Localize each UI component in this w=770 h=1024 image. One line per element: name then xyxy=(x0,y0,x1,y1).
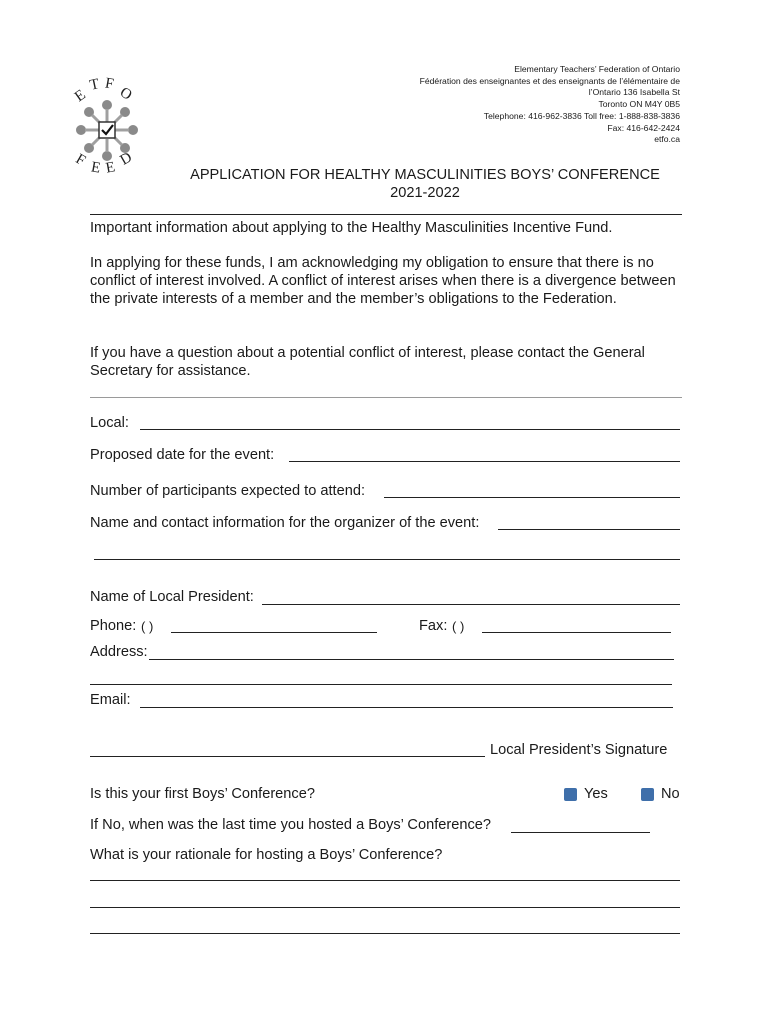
local-field[interactable] xyxy=(140,429,680,430)
org-website: etfo.ca xyxy=(654,134,680,145)
no-checkbox[interactable] xyxy=(641,788,654,801)
organizer-label: Name and contact information for the organizer of the event: xyxy=(90,515,480,531)
last-conference-question: If No, when was the last time you hosted a Boys’ Conference? xyxy=(90,817,492,833)
rationale-field-line-2[interactable] xyxy=(90,907,680,908)
address-field-line-2[interactable] xyxy=(90,684,672,685)
address-field[interactable] xyxy=(149,659,674,660)
participants-label: Number of participants expected to attend: xyxy=(90,483,366,499)
org-name: Elementary Teachers’ Federation of Ontario xyxy=(514,64,680,74)
logo-letter: T xyxy=(88,76,101,94)
event-date-label: Proposed date for the event: xyxy=(90,447,275,463)
org-street: l’Ontario 136 Isabella St xyxy=(588,87,680,98)
email-label: Email: xyxy=(90,692,131,708)
org-city: Toronto ON M4Y 0B5 xyxy=(598,99,680,110)
phone-area-code: ( ) xyxy=(141,619,154,634)
org-fax: Fax: 416-642-2424 xyxy=(607,122,680,133)
rationale-question: What is your rationale for hosting a Boys’ Conference? xyxy=(90,847,443,863)
email-field[interactable] xyxy=(140,707,673,708)
title-divider xyxy=(90,214,682,215)
organizer-field[interactable] xyxy=(498,529,680,530)
fax-label: Fax: xyxy=(419,618,448,634)
logo-letter: E xyxy=(89,159,102,177)
rationale-field-line-3[interactable] xyxy=(90,933,680,934)
address-label: Address: xyxy=(90,644,148,660)
event-date-field[interactable] xyxy=(289,461,680,462)
yes-label: Yes xyxy=(584,786,608,802)
info-heading: Important information about applying to the Healthy Masculinities Incentive Fund. xyxy=(90,220,613,236)
no-label: No xyxy=(661,786,680,802)
org-telephone: Telephone: 416-962-3836 Toll free: 1-888-838-3836 xyxy=(483,110,680,121)
logo-letter: D xyxy=(117,149,135,169)
phone-label: Phone: xyxy=(90,618,137,634)
logo-letter: O xyxy=(116,84,135,104)
organization-address xyxy=(320,64,680,146)
etfo-feed-logo xyxy=(70,74,144,177)
title-line-1: APPLICATION FOR HEALTHY MASCULINITIES BOYS’ CONFERENCE xyxy=(190,167,660,183)
last-conference-field[interactable] xyxy=(511,832,650,833)
rationale-field-line-1[interactable] xyxy=(90,880,680,881)
fax-area-code: ( ) xyxy=(452,619,465,634)
president-name-label: Name of Local President: xyxy=(90,589,254,605)
title-line-2: 2021-2022 xyxy=(390,185,460,201)
org-name-french: Fédération des enseignantes et des enseignants de l’élémentaire de xyxy=(419,75,680,86)
president-name-field[interactable] xyxy=(262,604,680,605)
phone-field[interactable] xyxy=(171,632,377,633)
participants-field[interactable] xyxy=(384,497,680,498)
info-paragraph-2: If you have a question about a potential conflict of interest, please contact the General Secretary for assistance. xyxy=(90,345,645,379)
fax-field[interactable] xyxy=(482,632,671,633)
info-paragraph-1: In applying for these funds, I am acknowledging my obligation to ensure that there is no conflict of interest involved. A conflict of interest arises when there is a divergence between the private interests of a member and the member’s obligations to the Federation. xyxy=(90,255,676,307)
signature-field[interactable] xyxy=(90,756,485,757)
document-title xyxy=(90,166,760,202)
logo-letter: F xyxy=(72,151,89,170)
yes-checkbox[interactable] xyxy=(564,788,577,801)
logo-letter: E xyxy=(104,159,117,177)
local-label: Local: xyxy=(90,415,129,431)
first-conference-question: Is this your first Boys’ Conference? xyxy=(90,786,315,802)
logo-letter: F xyxy=(103,75,115,93)
logo-letter: E xyxy=(71,86,89,106)
signature-label: Local President’s Signature xyxy=(490,742,668,758)
section-divider xyxy=(90,397,682,398)
organizer-field-line-2[interactable] xyxy=(94,559,680,560)
